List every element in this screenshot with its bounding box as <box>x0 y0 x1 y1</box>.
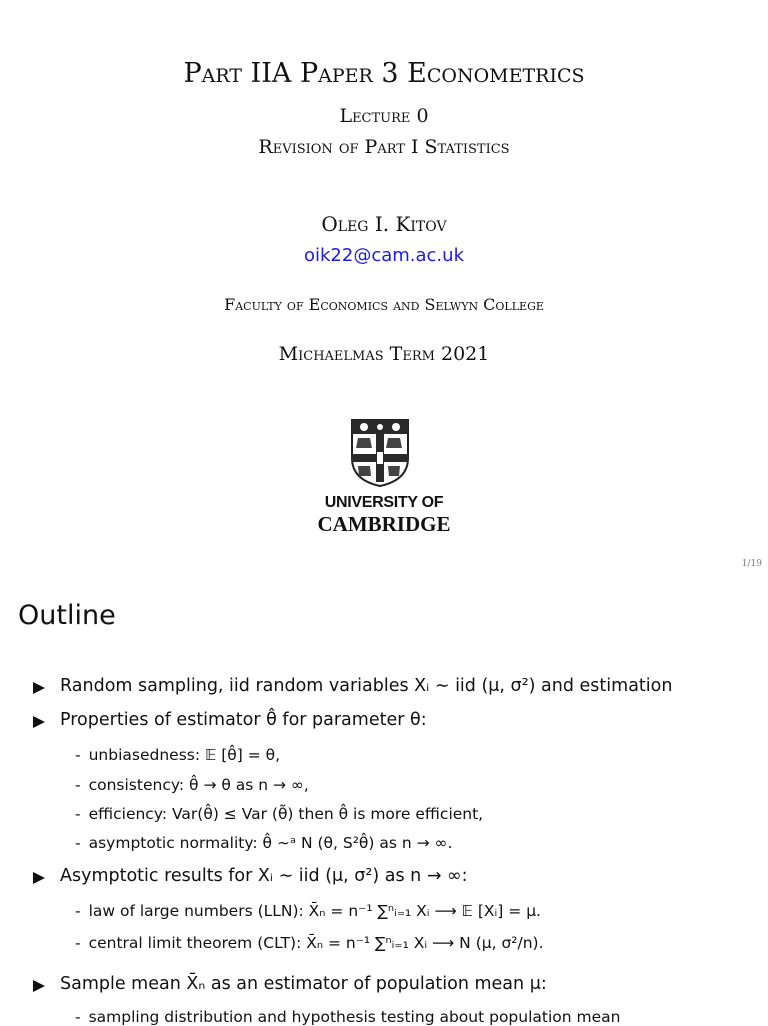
sub-item: - unbiasedness: 𝔼 [θ̂] = θ, <box>75 746 281 764</box>
logo-text-line1: UNIVERSITY OF <box>324 494 444 511</box>
bullet-item: Sample mean X̄ₙ as an estimator of population mean μ: <box>60 974 547 994</box>
affiliation: Faculty of Economics and Selwyn College <box>224 295 544 314</box>
bullet-item: Random sampling, iid random variables Xᵢ ∼ iid (μ, σ²) and estimation <box>60 676 673 696</box>
email-link[interactable]: oik22@cam.ac.uk <box>303 245 464 266</box>
lecture-number: Lecture 0 <box>339 105 429 127</box>
sub-item: - asymptotic normality: θ̂ ∼ᵃ N (θ, S²θ̂) as n → ∞. <box>75 834 453 852</box>
sub-item: - central limit theorem (CLT): X̄ₙ = n⁻¹ ∑ⁿᵢ₌₁ Xᵢ ⟶ N (μ, σ²/n). <box>75 934 544 952</box>
sub-item: - law of large numbers (LLN): X̄ₙ = n⁻¹ ∑ⁿᵢ₌₁ Xᵢ ⟶ 𝔼 [Xᵢ] = μ. <box>75 902 541 920</box>
logo-text-line2: CAMBRIDGE <box>317 512 451 536</box>
slide-subtitle: Revision of Part I Statistics <box>258 136 510 158</box>
cambridge-crest-icon <box>350 418 410 488</box>
bullet-triangle-icon <box>33 872 45 884</box>
sub-item: - efficiency: Var(θ̂) ≤ Var (θ̃) then θ̂ is more efficient, <box>75 805 484 823</box>
bullet-triangle-icon <box>33 716 45 728</box>
bullet-item: Properties of estimator θ̂ for parameter θ: <box>60 710 427 730</box>
sub-item: - sampling distribution and hypothesis testing about population mean <box>75 1008 621 1026</box>
term: Michaelmas Term 2021 <box>278 343 490 365</box>
outline-slide <box>0 580 768 1024</box>
page-number: 1/19 <box>741 559 762 569</box>
bullet-item: Asymptotic results for Xᵢ ∼ iid (μ, σ²) as n → ∞: <box>60 866 468 886</box>
sub-item: - consistency: θ̂ → θ as n → ∞, <box>75 776 309 794</box>
outline-heading: Outline <box>18 600 116 631</box>
author-name: Oleg I. Kitov <box>321 212 447 236</box>
slide-title: Part IIA Paper 3 Econometrics <box>183 58 585 89</box>
bullet-triangle-icon <box>33 682 45 694</box>
bullet-triangle-icon <box>33 980 45 992</box>
